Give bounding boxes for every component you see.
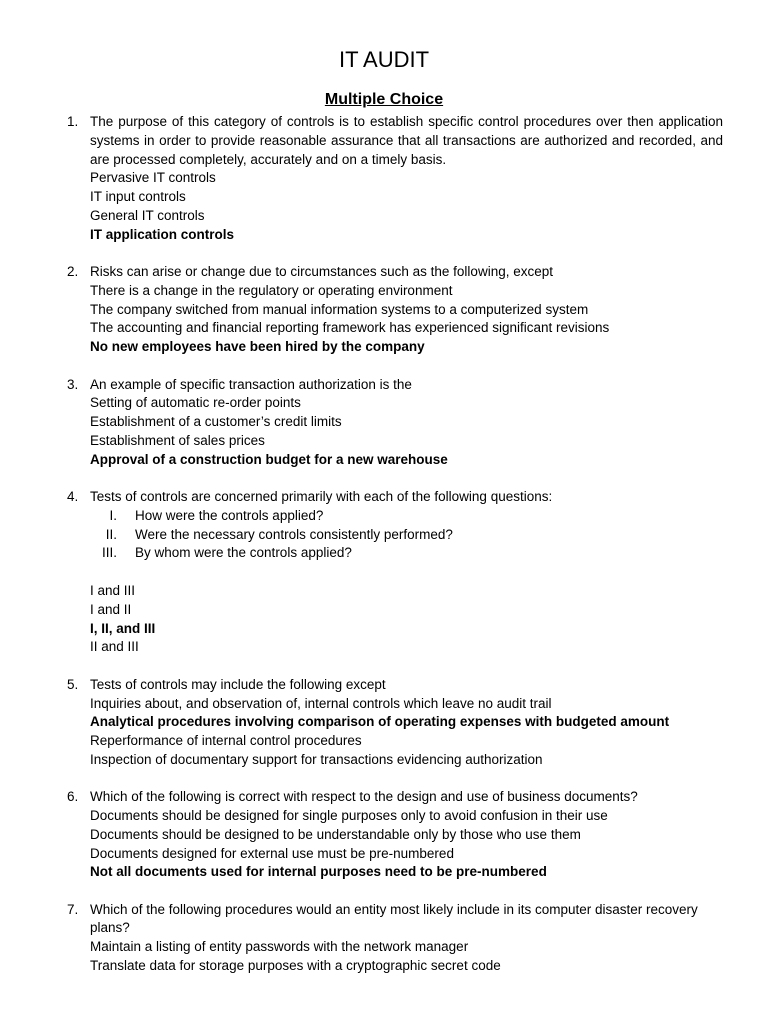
answer-option: Inspection of documentary support for transactions evidencing authorization <box>90 751 543 767</box>
roman-numeral: I. <box>109 507 117 523</box>
answer-option: IT input controls <box>90 189 186 205</box>
question-7 <box>0 901 768 976</box>
answer-option: Translate data for storage purposes with a cryptographic secret code <box>90 958 501 974</box>
question-body <box>90 676 723 770</box>
question-4 <box>0 488 768 657</box>
roman-numeral-list <box>90 507 723 563</box>
answer-option: Establishment of a customer’s credit limits <box>90 414 342 430</box>
question-number: 4. <box>67 489 79 505</box>
question-5 <box>0 676 768 770</box>
roman-item-text: Were the necessary controls consistently performed? <box>135 526 453 542</box>
question-6 <box>0 788 768 882</box>
correct-answer-option: Not all documents used for internal purposes need to be pre-numbered <box>90 864 547 880</box>
answer-option: There is a change in the regulatory or operating environment <box>90 282 453 298</box>
answer-option: I and II <box>90 601 132 617</box>
answer-option: I and III <box>90 583 136 599</box>
question-list <box>0 113 768 994</box>
answer-option: Reperformance of internal control procedures <box>90 733 362 749</box>
question-2 <box>0 263 768 357</box>
answer-option: Documents should be designed for single purposes only to avoid confusion in their use <box>90 808 608 823</box>
question-text: Risks can arise or change due to circumstances such as the following, except <box>90 264 553 280</box>
roman-numeral: II. <box>105 526 117 542</box>
answer-option: The company switched from manual information systems to a computerized system <box>90 301 589 317</box>
correct-answer-option: IT application controls <box>90 226 235 242</box>
blank-line <box>90 563 723 582</box>
answer-option: General IT controls <box>90 207 205 223</box>
roman-numeral: III. <box>101 545 117 561</box>
correct-answer-option: No new employees have been hired by the company <box>90 339 425 355</box>
question-number: 5. <box>67 676 79 692</box>
question-number: 2. <box>67 264 79 280</box>
roman-list-item <box>90 507 723 526</box>
question-text: The purpose of this category of controls is to establish specific control procedures over then application systems in order to provide reasonable assurance that all transactions are authorized and recorded, and are processed completely, accurately and on a timely basis. <box>90 114 723 167</box>
question-number: 1. <box>67 114 79 129</box>
question-text: Which of the following procedures would an entity most likely include in its computer disaster recovery plans? <box>90 901 698 936</box>
answer-option: Maintain a listing of entity passwords with the network manager <box>90 939 469 955</box>
answer-option: Inquiries about, and observation of, internal controls which leave no audit trail <box>90 695 552 711</box>
roman-item-text: How were the controls applied? <box>135 507 324 523</box>
document-title: IT AUDIT <box>338 47 430 72</box>
question-body <box>90 376 723 470</box>
correct-answer-option: Analytical procedures involving comparison of operating expenses with budgeted amount <box>90 714 670 730</box>
question-number: 6. <box>67 789 79 805</box>
correct-answer-option: I, II, and III <box>90 620 156 636</box>
question-text: Tests of controls are concerned primarily with each of the following questions: <box>90 489 553 505</box>
question-number: 3. <box>67 376 79 392</box>
roman-list-item <box>90 544 723 563</box>
roman-list-item <box>90 526 723 545</box>
answer-option: Pervasive IT controls <box>90 170 216 186</box>
roman-item-text: By whom were the controls applied? <box>135 545 352 561</box>
answer-option: Documents should be designed to be understandable only by those who use them <box>90 826 581 842</box>
question-body <box>90 263 723 357</box>
correct-answer-option: Approval of a construction budget for a new warehouse <box>90 451 448 467</box>
question-3 <box>0 376 768 470</box>
question-body <box>90 788 723 882</box>
answer-option: Establishment of sales prices <box>90 432 265 448</box>
question-body <box>90 488 723 657</box>
question-1 <box>0 113 768 245</box>
answer-option: Setting of automatic re-order points <box>90 395 301 411</box>
answer-option: The accounting and financial reporting framework has experienced significant revisions <box>90 320 610 336</box>
section-title: Multiple Choice <box>324 91 444 108</box>
question-text: An example of specific transaction authorization is the <box>90 376 412 392</box>
question-body <box>90 113 723 245</box>
answer-option: Documents designed for external use must be pre-numbered <box>90 845 454 861</box>
question-text: Tests of controls may include the following except <box>90 676 386 692</box>
question-body <box>90 901 723 976</box>
question-number: 7. <box>67 901 79 917</box>
question-text: Which of the following is correct with respect to the design and use of business documents? <box>90 789 638 805</box>
answer-option: II and III <box>90 639 139 655</box>
